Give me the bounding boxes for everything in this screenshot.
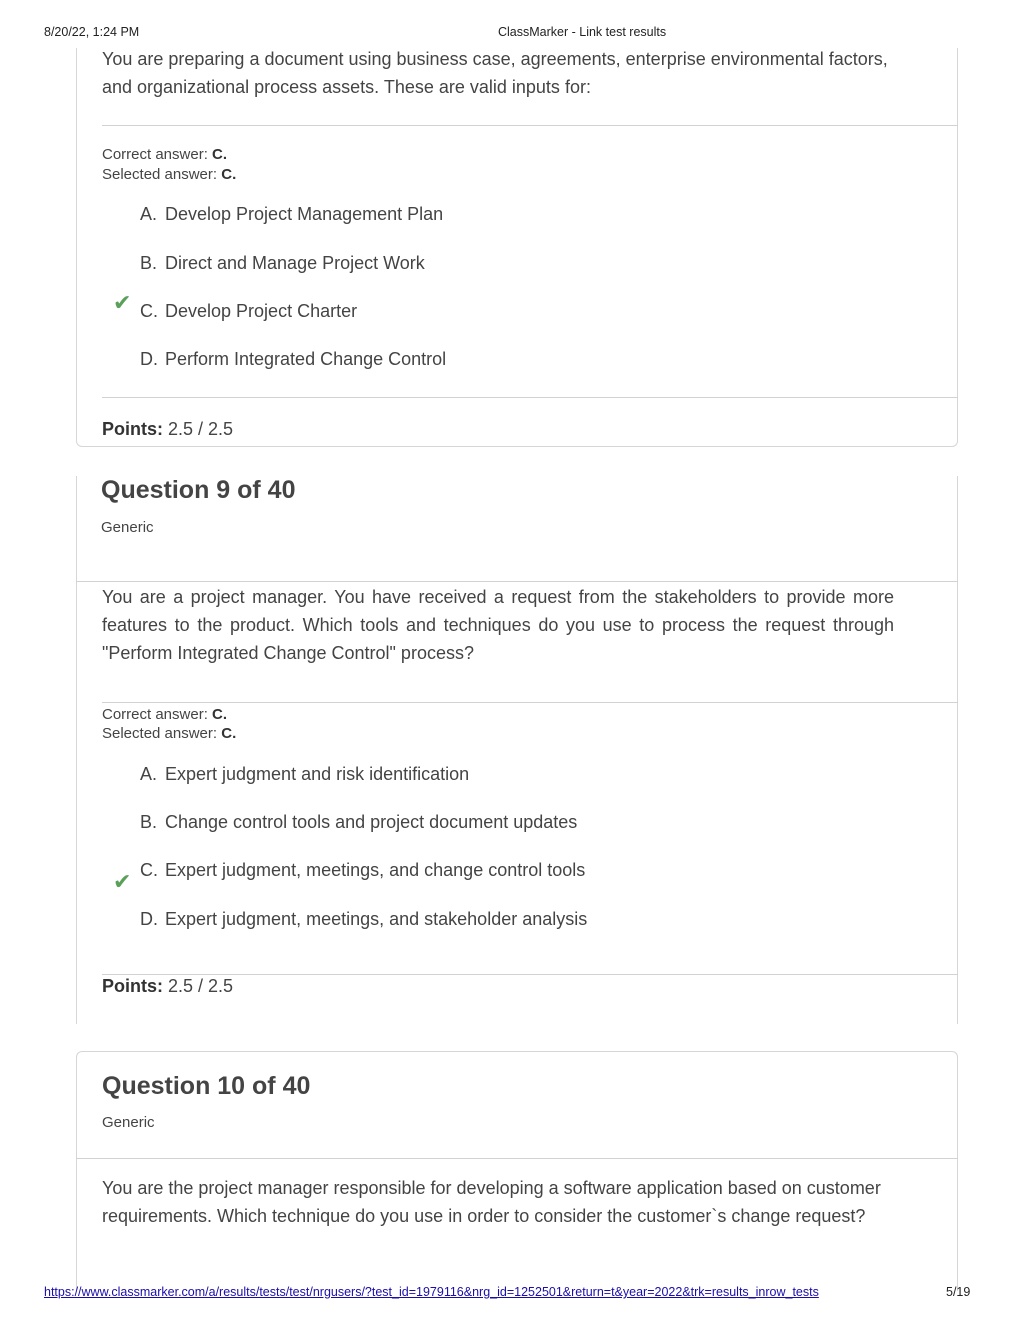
question-9-option-d: D. Expert judgment, meetings, and stakeholder analysis (140, 909, 588, 929)
question-9-points: Points: 2.5 / 2.5 (102, 976, 234, 996)
question-8-correct-answer: Correct answer: C. (102, 146, 228, 163)
question-8-option-a: A. Develop Project Management Plan (140, 204, 444, 224)
footer-url-link[interactable]: https://www.classmarker.com/a/results/tests/test/nrgusers/?test_id=1979116&nrg_id=1252501&return=t&year=2022&trk=results_inrow_tests (44, 1285, 819, 1299)
question-9-text: You are a project manager. You have received a request from the stakeholders to provide more features to the product. Which tools and techniques do you use to process the request through "Perform Integrated Change Control" process? (102, 587, 894, 663)
question-9-title: Question 9 of 40 (101, 476, 296, 504)
check-icon: ✔ (113, 290, 132, 315)
question-8-option-c: C. Develop Project Charter (140, 301, 358, 321)
question-8-points: Points: 2.5 / 2.5 (102, 419, 234, 439)
check-icon: ✔ (113, 869, 132, 894)
question-10-text: You are the project manager responsible for developing a software application based on customer requirements. Which technique do you use in order to consider the customer`s change request? (102, 1178, 881, 1226)
footer-page-number: 5/19 (946, 1285, 971, 1299)
question-8-option-b: B. Direct and Manage Project Work (140, 253, 425, 273)
question-10-category: Generic (102, 1114, 155, 1131)
question-9-option-c: C. Expert judgment, meetings, and change control tools (140, 860, 586, 880)
question-8-option-d: D. Perform Integrated Change Control (140, 349, 447, 369)
question-9-correct-answer: Correct answer: C. (102, 706, 228, 723)
print-page-title: ClassMarker - Link test results (498, 25, 667, 39)
print-datetime: 8/20/22, 1:24 PM (44, 25, 140, 39)
question-10-title: Question 10 of 40 (102, 1072, 311, 1100)
question-9-selected-answer: Selected answer: C. (102, 725, 237, 742)
question-9-category: Generic (101, 519, 154, 536)
question-8-text: You are preparing a document using business case, agreements, enterprise environmental factors, and organizational process assets. These are valid inputs for: (102, 49, 888, 97)
question-9-option-b: B. Change control tools and project document updates (140, 812, 578, 832)
question-9-option-a: A. Expert judgment and risk identification (140, 764, 470, 784)
question-8-selected-answer: Selected answer: C. (102, 166, 237, 183)
